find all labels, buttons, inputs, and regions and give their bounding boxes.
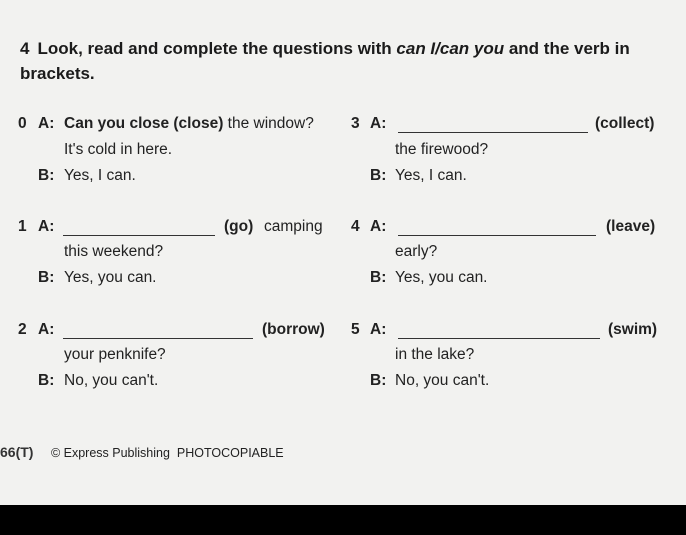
question-text: Can you close (close) the window? [64,115,314,132]
speaker-b-label: B: [38,167,55,184]
question-line-2: the firewood? [395,141,489,158]
verb-prompt: (leave) [606,218,656,235]
item-number: 2 [18,321,27,338]
answer-text: No, you can't. [395,372,490,389]
question-continuation: camping [264,218,323,235]
question-line-2: early? [395,243,438,260]
copyright-text: © Express Publishing [50,446,170,460]
verb-prompt: (swim) [608,321,658,338]
speaker-a-label: A: [370,115,387,132]
question-line-2: in the lake? [395,346,475,363]
answer-blank[interactable] [398,338,600,339]
answer-text: Yes, you can. [64,269,157,286]
question-line-2: It's cold in here. [64,141,173,158]
exercise-number: 4 [20,39,30,58]
answer-blank[interactable] [63,338,253,339]
answer-blank[interactable] [63,235,215,236]
answer-text: No, you can't. [64,372,159,389]
page-number: 66(T) [0,444,34,460]
speaker-a-label: A: [370,218,387,235]
page-footer [0,444,284,460]
speaker-b-label: B: [370,167,387,184]
exercise-instruction: 4 Look, read and complete the questions with can I/can you and the verb in brackets. [20,39,630,83]
speaker-a-label: A: [38,115,55,132]
question-line-2: your penknife? [64,346,166,363]
answer-text: Yes, you can. [395,269,488,286]
speaker-b-label: B: [370,269,387,286]
speaker-a-label: A: [370,321,387,338]
answer-blank[interactable] [398,132,588,133]
item-number: 1 [18,218,27,235]
speaker-a-label: A: [38,218,55,235]
speaker-b-label: B: [38,269,55,286]
verb-prompt: (go) [224,218,254,235]
item-number: 4 [351,218,360,235]
item-number: 0 [18,115,27,132]
verb-prompt: (borrow) [262,321,325,338]
item-number: 5 [351,321,360,338]
answer-blank[interactable] [398,235,596,236]
question-line-2: this weekend? [64,243,164,260]
item-number: 3 [351,115,360,132]
photocopiable-label: PHOTOCOPIABLE [176,446,284,460]
speaker-a-label: A: [38,321,55,338]
answer-text: Yes, I can. [395,167,467,184]
answer-text: Yes, I can. [64,167,136,184]
speaker-b-label: B: [38,372,55,389]
verb-prompt: (collect) [595,115,655,132]
speaker-b-label: B: [370,372,387,389]
